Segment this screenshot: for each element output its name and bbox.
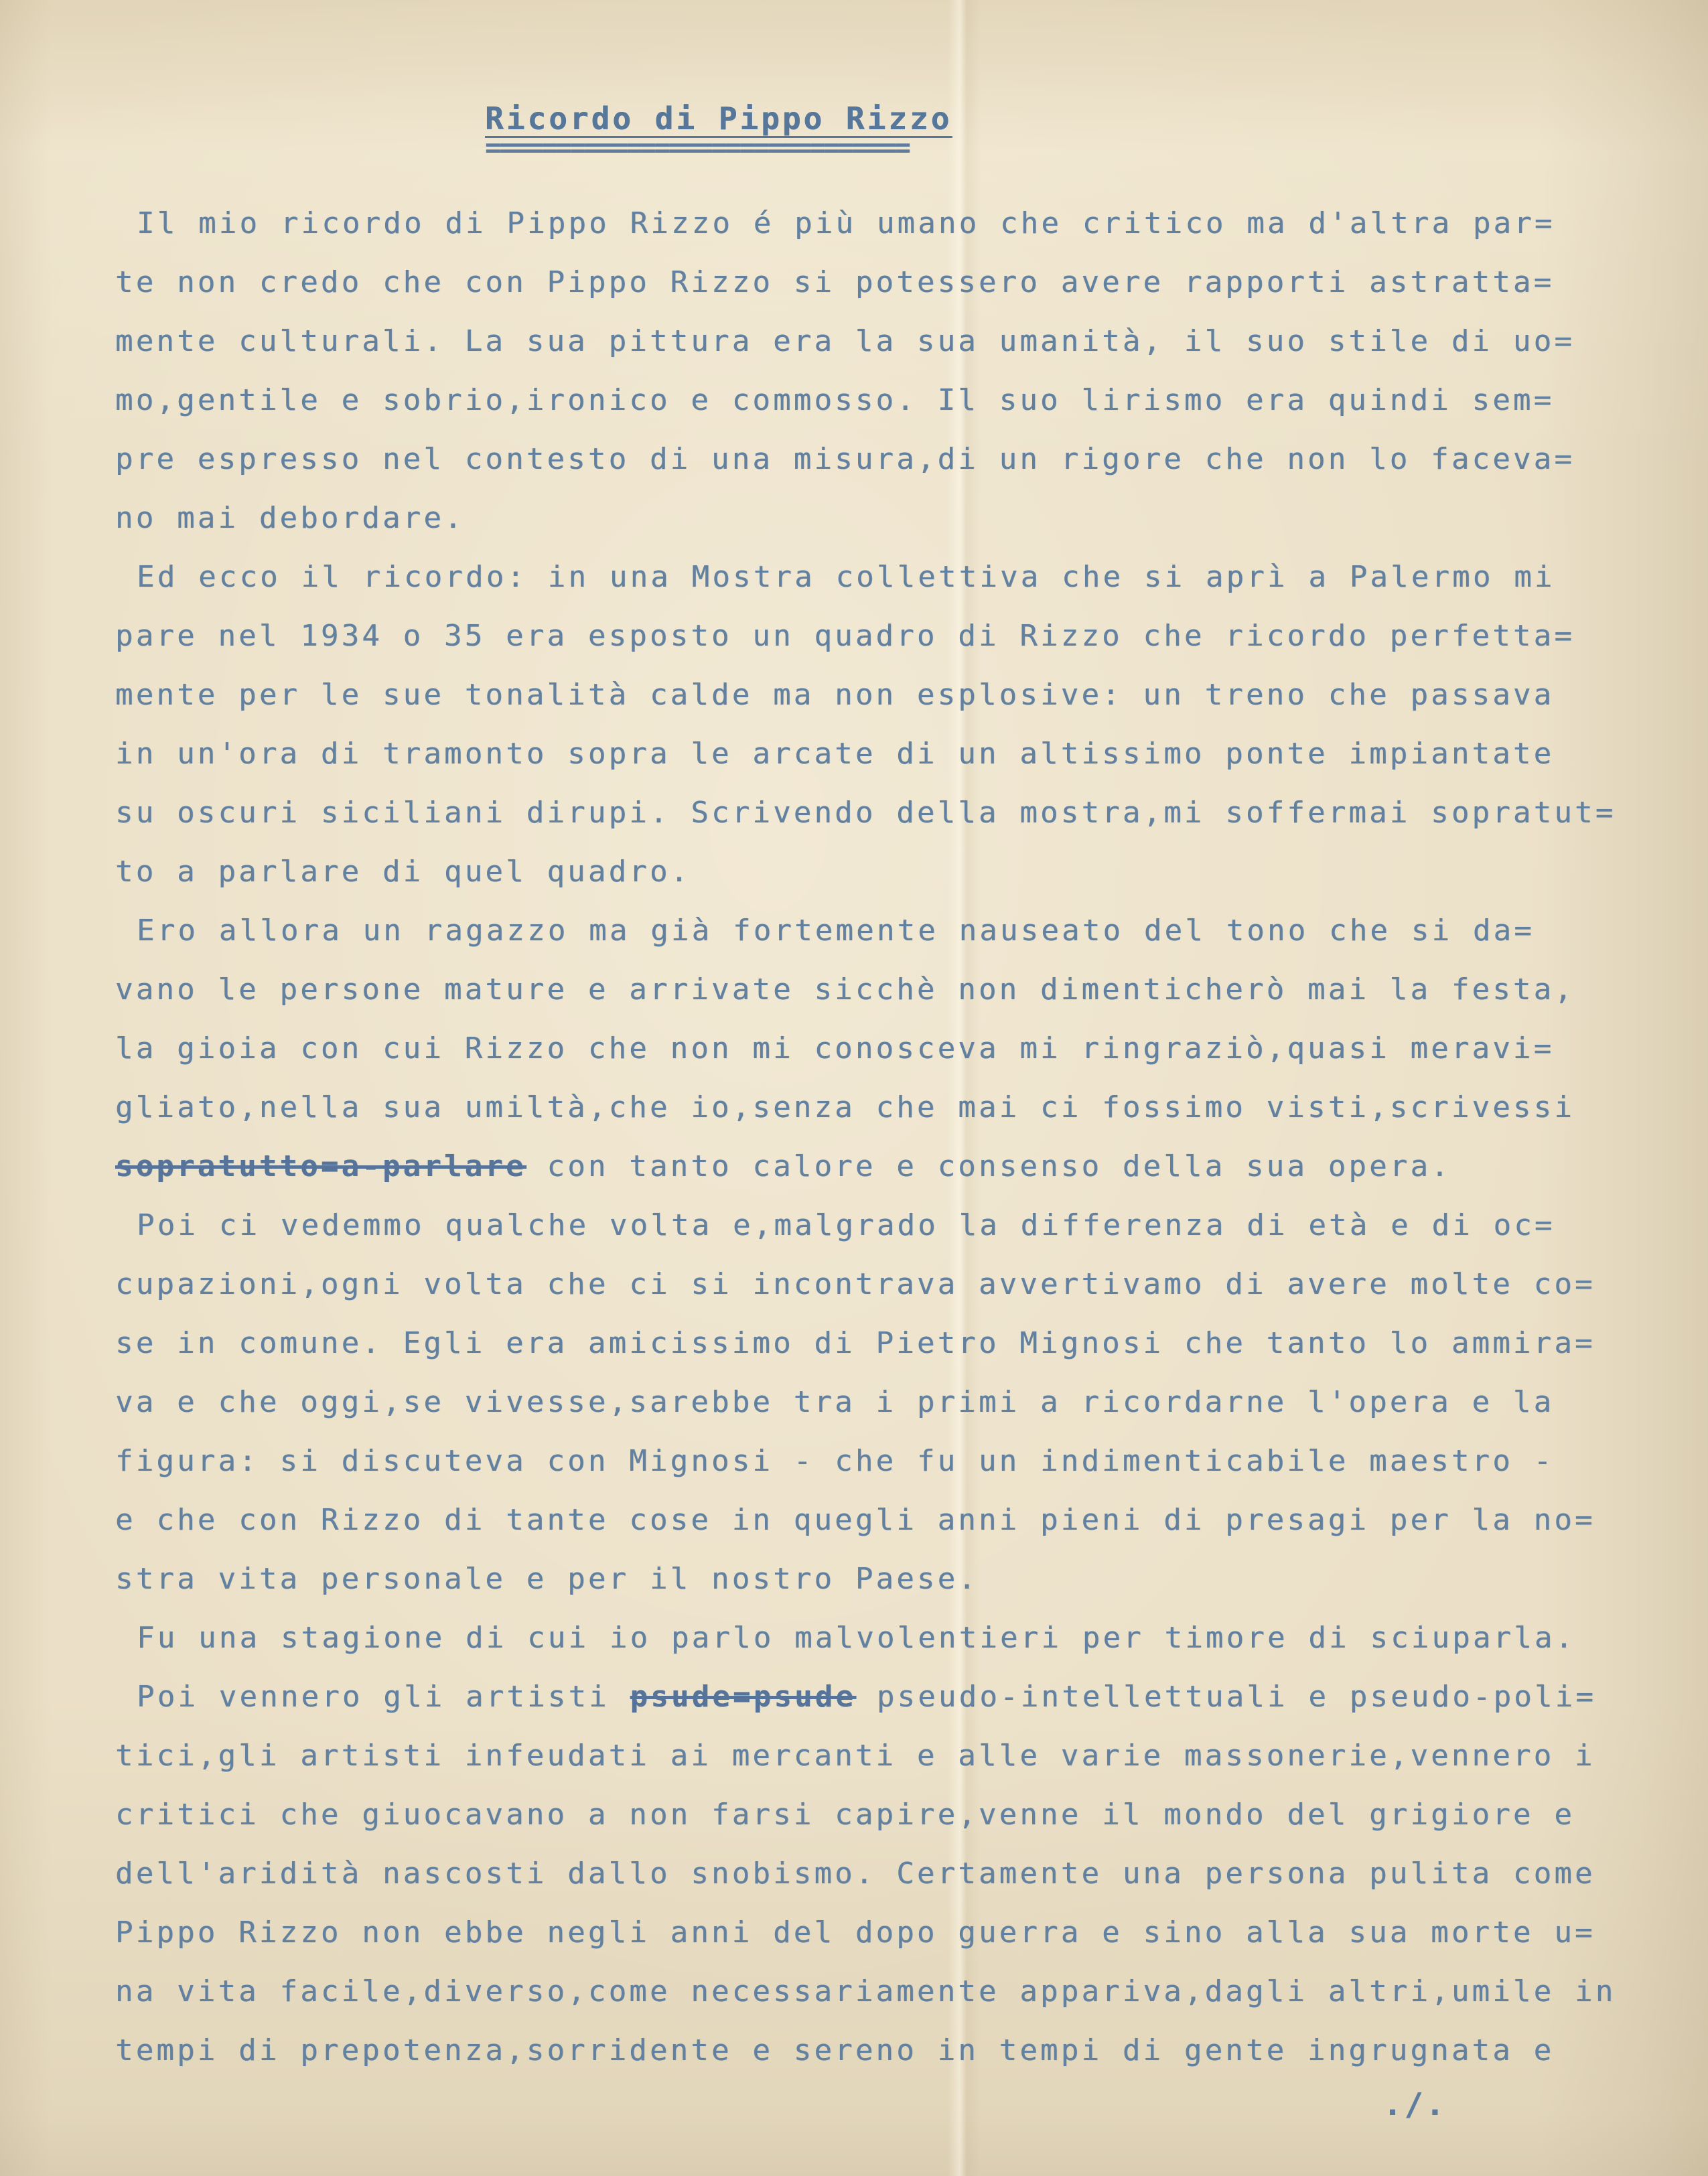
typed-line [115,1844,1608,1903]
typed-line [115,960,1608,1019]
typed-text: stra vita personale e per il nostro Paese. [115,1562,979,1596]
typed-line [115,2021,1608,2080]
typed-line [115,430,1608,489]
typed-text: dell'aridità nascosti dallo snobismo. Certamente una persona pulita come [115,1857,1595,1891]
typed-text: gliato,nella sua umiltà,che io,senza che mai ci fossimo visti,scrivessi [115,1090,1575,1125]
typed-text: la gioia con cui Rizzo che non mi conosceva mi ringraziò,quasi meravi= [115,1031,1555,1066]
typed-line [115,1196,1608,1255]
typed-line [115,784,1616,843]
typed-text: Pippo Rizzo non ebbe negli anni del dopo guerra e sino alla sua morte u= [115,1915,1595,1950]
typed-line [115,1255,1608,1314]
struck-text: sopratutto=a-parlare [115,1149,526,1183]
typed-text: te non credo che con Pippo Rizzo si potessero avere rapporti astratta= [115,265,1555,299]
typed-line [115,371,1608,430]
title-underline: ============================== [485,133,909,163]
typed-line [115,1786,1608,1844]
typed-line [115,1137,1608,1196]
typed-text: su oscuri siciliani dirupi. Scrivendo della mostra,mi soffermai sopratut= [115,796,1616,830]
typed-line [115,1491,1608,1550]
typed-line [115,607,1608,666]
typed-text: in un'ora di tramonto sopra le arcate di un altissimo ponte impiantate [115,737,1555,771]
typed-text: mo,gentile e sobrio,ironico e commosso. Il suo lirismo era quindi sem= [115,383,1555,417]
typed-line [115,901,1608,960]
typed-line [115,1373,1608,1432]
typed-text: tempi di prepotenza,sorridente e sereno in tempi di gente ingrugnata e [115,2033,1555,2068]
typed-line [115,1432,1608,1491]
typed-text: e che con Rizzo di tante cose in quegli anni pieni di presagi per la no= [115,1503,1595,1537]
typed-text: pare nel 1934 o 35 era esposto un quadro di Rizzo che ricordo perfetta= [115,619,1575,653]
typed-line [115,725,1608,784]
page-continuation-mark: ./. [1382,2086,1447,2122]
typed-text: con tanto calore e consenso della sua opera. [526,1149,1451,1183]
typed-text: Il mio ricordo di Pippo Rizzo é più umano che critico ma d'altra par= [137,206,1555,240]
typed-line [115,1078,1608,1137]
typed-text: cupazioni,ogni volta che ci si incontrava avvertivamo di avere molte co= [115,1267,1595,1301]
typed-text: Ed ecco il ricordo: in una Mostra collettiva che si aprì a Palermo mi [137,560,1555,594]
typed-line [115,1019,1608,1078]
typed-line [115,312,1608,371]
typed-text: mente culturali. La sua pittura era la sua umanità, il suo stile di uo= [115,324,1575,358]
typed-line [115,1550,1608,1609]
typed-text: mente per le sue tonalità calde ma non esplosive: un treno che passava [115,678,1555,712]
struck-text: psude=psude [630,1680,857,1714]
typed-line [115,1903,1608,1962]
document-title: Ricordo di Pippo Rizzo [485,100,952,137]
typed-text: se in comune. Egli era amicissimo di Pietro Mignosi che tanto lo ammira= [115,1326,1595,1360]
typed-line [115,666,1608,725]
typed-text: pseudo-intellettuali e pseudo-poli= [856,1680,1597,1714]
typed-text: va e che oggi,se vivesse,sarebbe tra i primi a ricordarne l'opera e la [115,1385,1555,1419]
typed-text: vano le persone mature e arrivate sicchè non dimenticherò mai la festa, [115,972,1575,1007]
typed-line [115,1668,1608,1727]
typed-text: figura: si discuteva con Mignosi - che fu un indimenticabile maestro - [115,1444,1555,1478]
typed-text: critici che giuocavano a non farsi capire,venne il mondo del grigiore e [115,1798,1575,1832]
typed-text: Ero allora un ragazzo ma già fortemente nauseato del tono che si da= [137,914,1535,948]
typed-text: tici,gli artisti infeudati ai mercanti e alle varie massonerie,vennero i [115,1739,1595,1773]
typed-line [115,1314,1608,1373]
typed-line [115,194,1608,253]
typed-text: pre espresso nel contesto di una misura,di un rigore che non lo faceva= [115,442,1575,476]
typed-line [115,1962,1616,2021]
typed-text: Poi ci vedemmo qualche volta e,malgrado la differenza di età e di oc= [137,1208,1555,1242]
typed-text: no mai debordare. [115,501,465,535]
typed-line [115,1727,1608,1786]
document-body [115,194,1616,2080]
typed-line [115,489,1608,548]
typed-line [115,1609,1608,1668]
typed-text: Fu una stagione di cui io parlo malvolentieri per timore di sciuparla. [137,1621,1576,1655]
typed-line [115,548,1608,607]
typed-line [115,843,1608,901]
typed-text: to a parlare di quel quadro. [115,855,691,889]
typed-text: na vita facile,diverso,come necessariamente appariva,dagli altri,umile in [115,1974,1616,2009]
document-title-block [485,100,952,163]
typed-text: Poi vennero gli artisti [137,1680,630,1714]
typed-line [115,253,1608,312]
